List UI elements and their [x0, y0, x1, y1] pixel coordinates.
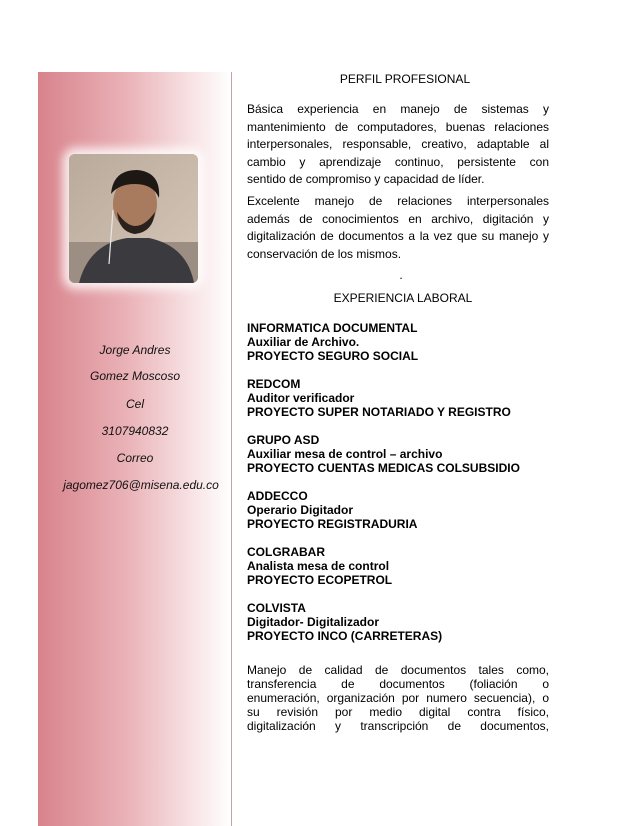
job-project: PROYECTO SUPER NOTARIADO Y REGISTRO [247, 405, 511, 419]
job-project: PROYECTO ECOPETROL [247, 573, 393, 587]
job-role: Auxiliar de Archivo. [247, 335, 360, 349]
job-company: COLGRABAR [247, 545, 325, 559]
job-role: Operario Digitador [247, 503, 354, 517]
profile-paragraph-2 [247, 193, 549, 263]
email-label: Correo [116, 451, 154, 465]
job-project: PROYECTO SEGURO SOCIAL [247, 349, 419, 363]
job-company: REDCOM [247, 377, 301, 391]
job-entry [247, 377, 567, 419]
job-entry [247, 433, 567, 475]
job-role: Analista mesa de control [247, 559, 390, 573]
job-entry [247, 601, 567, 643]
job-company: INFORMATICA DOCUMENTAL [247, 321, 418, 335]
profile-p1-line: interpersonales, responsable, creativo, adaptable al [247, 137, 549, 152]
job-company: COLVISTA [247, 601, 306, 615]
email-address[interactable]: jagomez706@misena.edu.co [63, 478, 219, 492]
experience-description [247, 663, 549, 733]
description-line: transferencia de documentos (foliación o [247, 677, 549, 691]
profile-paragraph-1 [247, 101, 549, 189]
profile-p2-line: Excelente manejo de relaciones interpersonales [247, 194, 549, 208]
name-first: Jorge Andres [99, 343, 171, 357]
phone-label: Cel [125, 397, 144, 411]
description-line: su revisión por medio digital contra físico, [247, 705, 549, 719]
profile-p1-line: Básica experiencia en manejo de sistemas y [247, 102, 549, 116]
profile-p2-line: además de conocimientos en archivo, digitación y [247, 211, 549, 226]
job-company: GRUPO ASD [247, 433, 320, 447]
person-photo-icon [69, 154, 198, 283]
job-company: ADDECCO [247, 489, 308, 503]
job-role: Digitador- Digitalizador [247, 615, 379, 629]
experience-heading: EXPERIENCIA LABORAL [333, 291, 473, 305]
profile-p1-line: cambio y aprendizaje continuo, persistente con [247, 154, 549, 169]
profile-p1-line: mantenimiento de computadores, buenas relaciones [247, 119, 549, 134]
job-entry [247, 321, 567, 363]
profile-p1-line: sentido de compromiso y capacidad de líder. [247, 172, 485, 187]
phone-number: 3107940832 [101, 424, 169, 438]
job-entry [247, 545, 567, 587]
job-project: PROYECTO INCO (CARRETERAS) [247, 629, 443, 643]
section-separator: . [399, 268, 403, 282]
profile-p2-line: digitalización de documentos a la vez que su manejo y [247, 229, 549, 244]
job-role: Auxiliar mesa de control – archivo [247, 447, 443, 461]
description-line: enumeración, organización por numero secuencia), o [247, 691, 549, 705]
description-line: digitalización y transcripción de documentos, [247, 719, 549, 733]
job-role: Auditor verificador [247, 391, 355, 405]
description-line: Manejo de calidad de documentos tales como, [247, 663, 549, 677]
job-entry [247, 489, 567, 531]
name-last: Gomez Moscoso [89, 369, 181, 383]
job-project: PROYECTO CUENTAS MEDICAS COLSUBSIDIO [247, 461, 520, 475]
profile-photo [69, 154, 198, 283]
job-project: PROYECTO REGISTRADURIA [247, 517, 418, 531]
profile-heading: PERFIL PROFESIONAL [339, 72, 471, 86]
profile-p2-line: conservación de los mismos. [247, 246, 402, 261]
